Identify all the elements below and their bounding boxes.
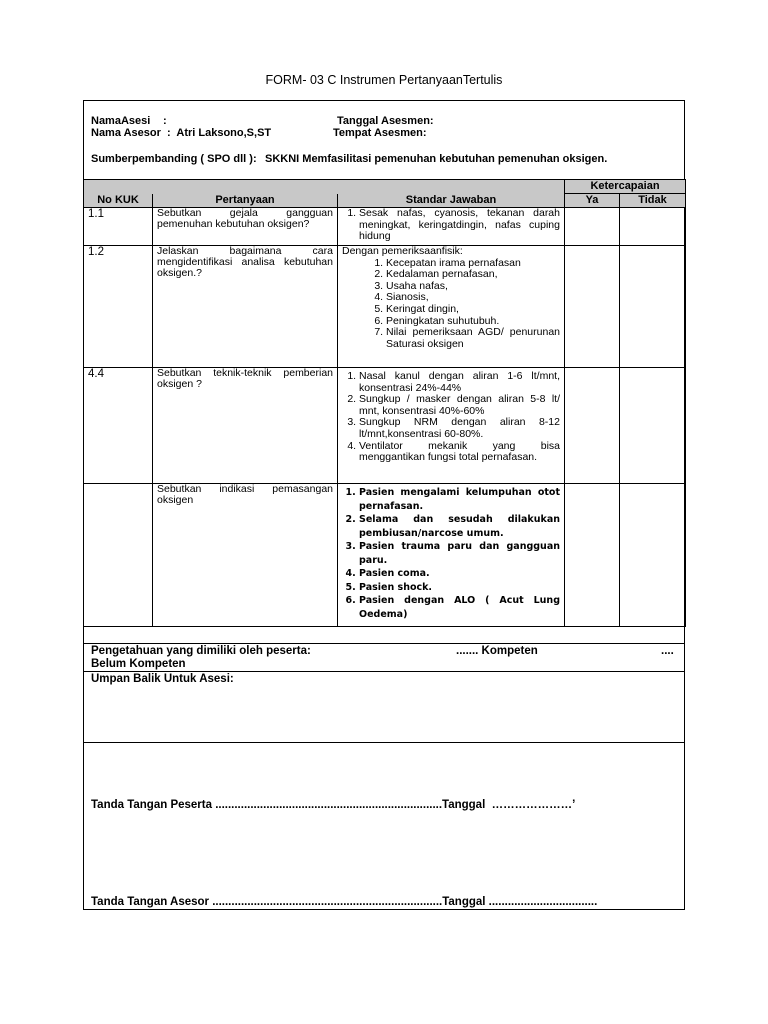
answer-item: 5. Pasien shock.: [359, 581, 560, 595]
answer-item: 2. Kedalaman pernafasan,: [386, 269, 560, 281]
answer-item: 6. Peningkatan suhutubuh.: [386, 316, 560, 328]
table-row: [84, 484, 686, 627]
belum-kompeten-option[interactable]: Belum Kompeten: [91, 658, 186, 670]
question-text: Sebutkan indikasi pemasangan oksigen: [153, 484, 338, 627]
kuk-table: [83, 179, 686, 627]
ya-checkbox-cell[interactable]: [565, 246, 620, 368]
sumber-pembanding-value: SKKNI Memfasilitasi pemenuhan kebutuhan pemenuhan oksigen.: [265, 153, 608, 165]
sumber-pembanding-label: Sumberpembanding ( SPO dll ):: [91, 153, 257, 165]
table-header-row-top: [84, 180, 686, 194]
header-ya: Ya: [565, 194, 620, 208]
tidak-checkbox-cell[interactable]: [620, 246, 686, 368]
question-text: Jelaskan bagaimana cara mengidentifikasi analisa kebutuhan oksigen.?: [153, 246, 338, 368]
tidak-checkbox-cell[interactable]: [620, 368, 686, 484]
answer-item: 1. Nasal kanul dengan aliran 1-6 lt/mnt, konsentrasi 24%-44%: [359, 371, 560, 394]
answer-cell: [338, 484, 565, 627]
kompeten-dots: ....: [661, 645, 674, 657]
ttd-peserta-line: Tanda Tangan Peserta .......................................................................Tanggal …………………’: [91, 799, 576, 811]
tempat-asesmen-label: Tempat Asesmen:: [333, 127, 427, 139]
answer-item: 1. Pasien mengalami kelumpuhan otot pernafasan.: [359, 486, 560, 513]
header-standar-jawaban: Standar Jawaban: [338, 194, 565, 208]
nama-asesor-label: Nama Asesor : Atri Laksono,S,ST: [91, 127, 272, 139]
kuk-number: 4.4: [84, 368, 153, 484]
ya-checkbox-cell[interactable]: [565, 208, 620, 246]
umpan-balik-label: Umpan Balik Untuk Asesi:: [91, 673, 234, 685]
header-blank: [84, 180, 565, 194]
answer-item: 5. Keringat dingin,: [386, 304, 560, 316]
divider: [83, 742, 685, 743]
kompeten-option[interactable]: ....... Kompeten: [456, 645, 538, 657]
answer-item: 6. Pasien dengan ALO ( Acut Lung Oedema): [359, 594, 560, 621]
answer-cell: [338, 368, 565, 484]
answer-item: 4. Ventilator mekanik yang bisa menggantikan fungsi total pernafasan.: [359, 441, 560, 464]
table-row: [84, 368, 686, 484]
kuk-number: [84, 484, 153, 627]
ya-checkbox-cell[interactable]: [565, 368, 620, 484]
table-header-row: [84, 194, 686, 208]
header-no-kuk: No KUK: [84, 194, 153, 208]
answer-item: 1. Sesak nafas, cyanosis, tekanan darah meningkat, keringatdingin, nafas cuping hidung: [359, 208, 560, 243]
nama-asesi-separator: :: [163, 115, 167, 127]
header-ketercapaian: Ketercapaian: [565, 180, 686, 194]
answer-intro: Dengan pemeriksaanfisik:: [342, 245, 463, 257]
form-title: FORM- 03 C Instrumen PertanyaanTertulis: [265, 73, 503, 87]
kuk-number: 1.2: [84, 246, 153, 368]
question-text: Sebutkan gejala gangguan pemenuhan kebutuhan oksigen?: [153, 208, 338, 246]
table-row: [84, 208, 686, 246]
answer-cell: [338, 246, 565, 368]
tidak-checkbox-cell[interactable]: [620, 484, 686, 627]
ttd-asesor-line: Tanda Tangan Asesor ........................................................................Tanggal ..................................: [91, 896, 598, 908]
answer-item: 4. Pasien coma.: [359, 567, 560, 581]
tidak-checkbox-cell[interactable]: [620, 208, 686, 246]
tanggal-asesmen-label: Tanggal Asesmen:: [337, 115, 434, 127]
answer-item: 2. Sungkup / masker dengan aliran 5-8 lt/ mnt, konsentrasi 40%-60%: [359, 394, 560, 417]
divider: [83, 643, 685, 644]
answer-item: 2. Selama dan sesudah dilakukan pembiusan/narcose umum.: [359, 513, 560, 540]
divider: [83, 671, 685, 672]
pengetahuan-label: Pengetahuan yang dimiliki oleh peserta:: [91, 645, 311, 657]
table-row: [84, 246, 686, 368]
question-text: Sebutkan teknik-teknik pemberian oksigen ?: [153, 368, 338, 484]
answer-item: 1. Kecepatan irama pernafasan: [386, 258, 560, 270]
ya-checkbox-cell[interactable]: [565, 484, 620, 627]
answer-item: 3. Sungkup NRM dengan aliran 8-12 lt/mnt,konsentrasi 60-80%.: [359, 417, 560, 440]
kuk-number: 1.1: [84, 208, 153, 246]
answer-item: 3. Pasien trauma paru dan gangguan paru.: [359, 540, 560, 567]
header-pertanyaan: Pertanyaan: [153, 194, 338, 208]
answer-item: 4. Sianosis,: [386, 292, 560, 304]
answer-cell: [338, 208, 565, 246]
answer-item: 3. Usaha nafas,: [386, 281, 560, 293]
nama-asesi-label: NamaAsesi: [91, 115, 151, 127]
answer-item: 7. Nilai pemeriksaan AGD/ penurunan Saturasi oksigen: [386, 327, 560, 350]
header-tidak: Tidak: [620, 194, 686, 208]
